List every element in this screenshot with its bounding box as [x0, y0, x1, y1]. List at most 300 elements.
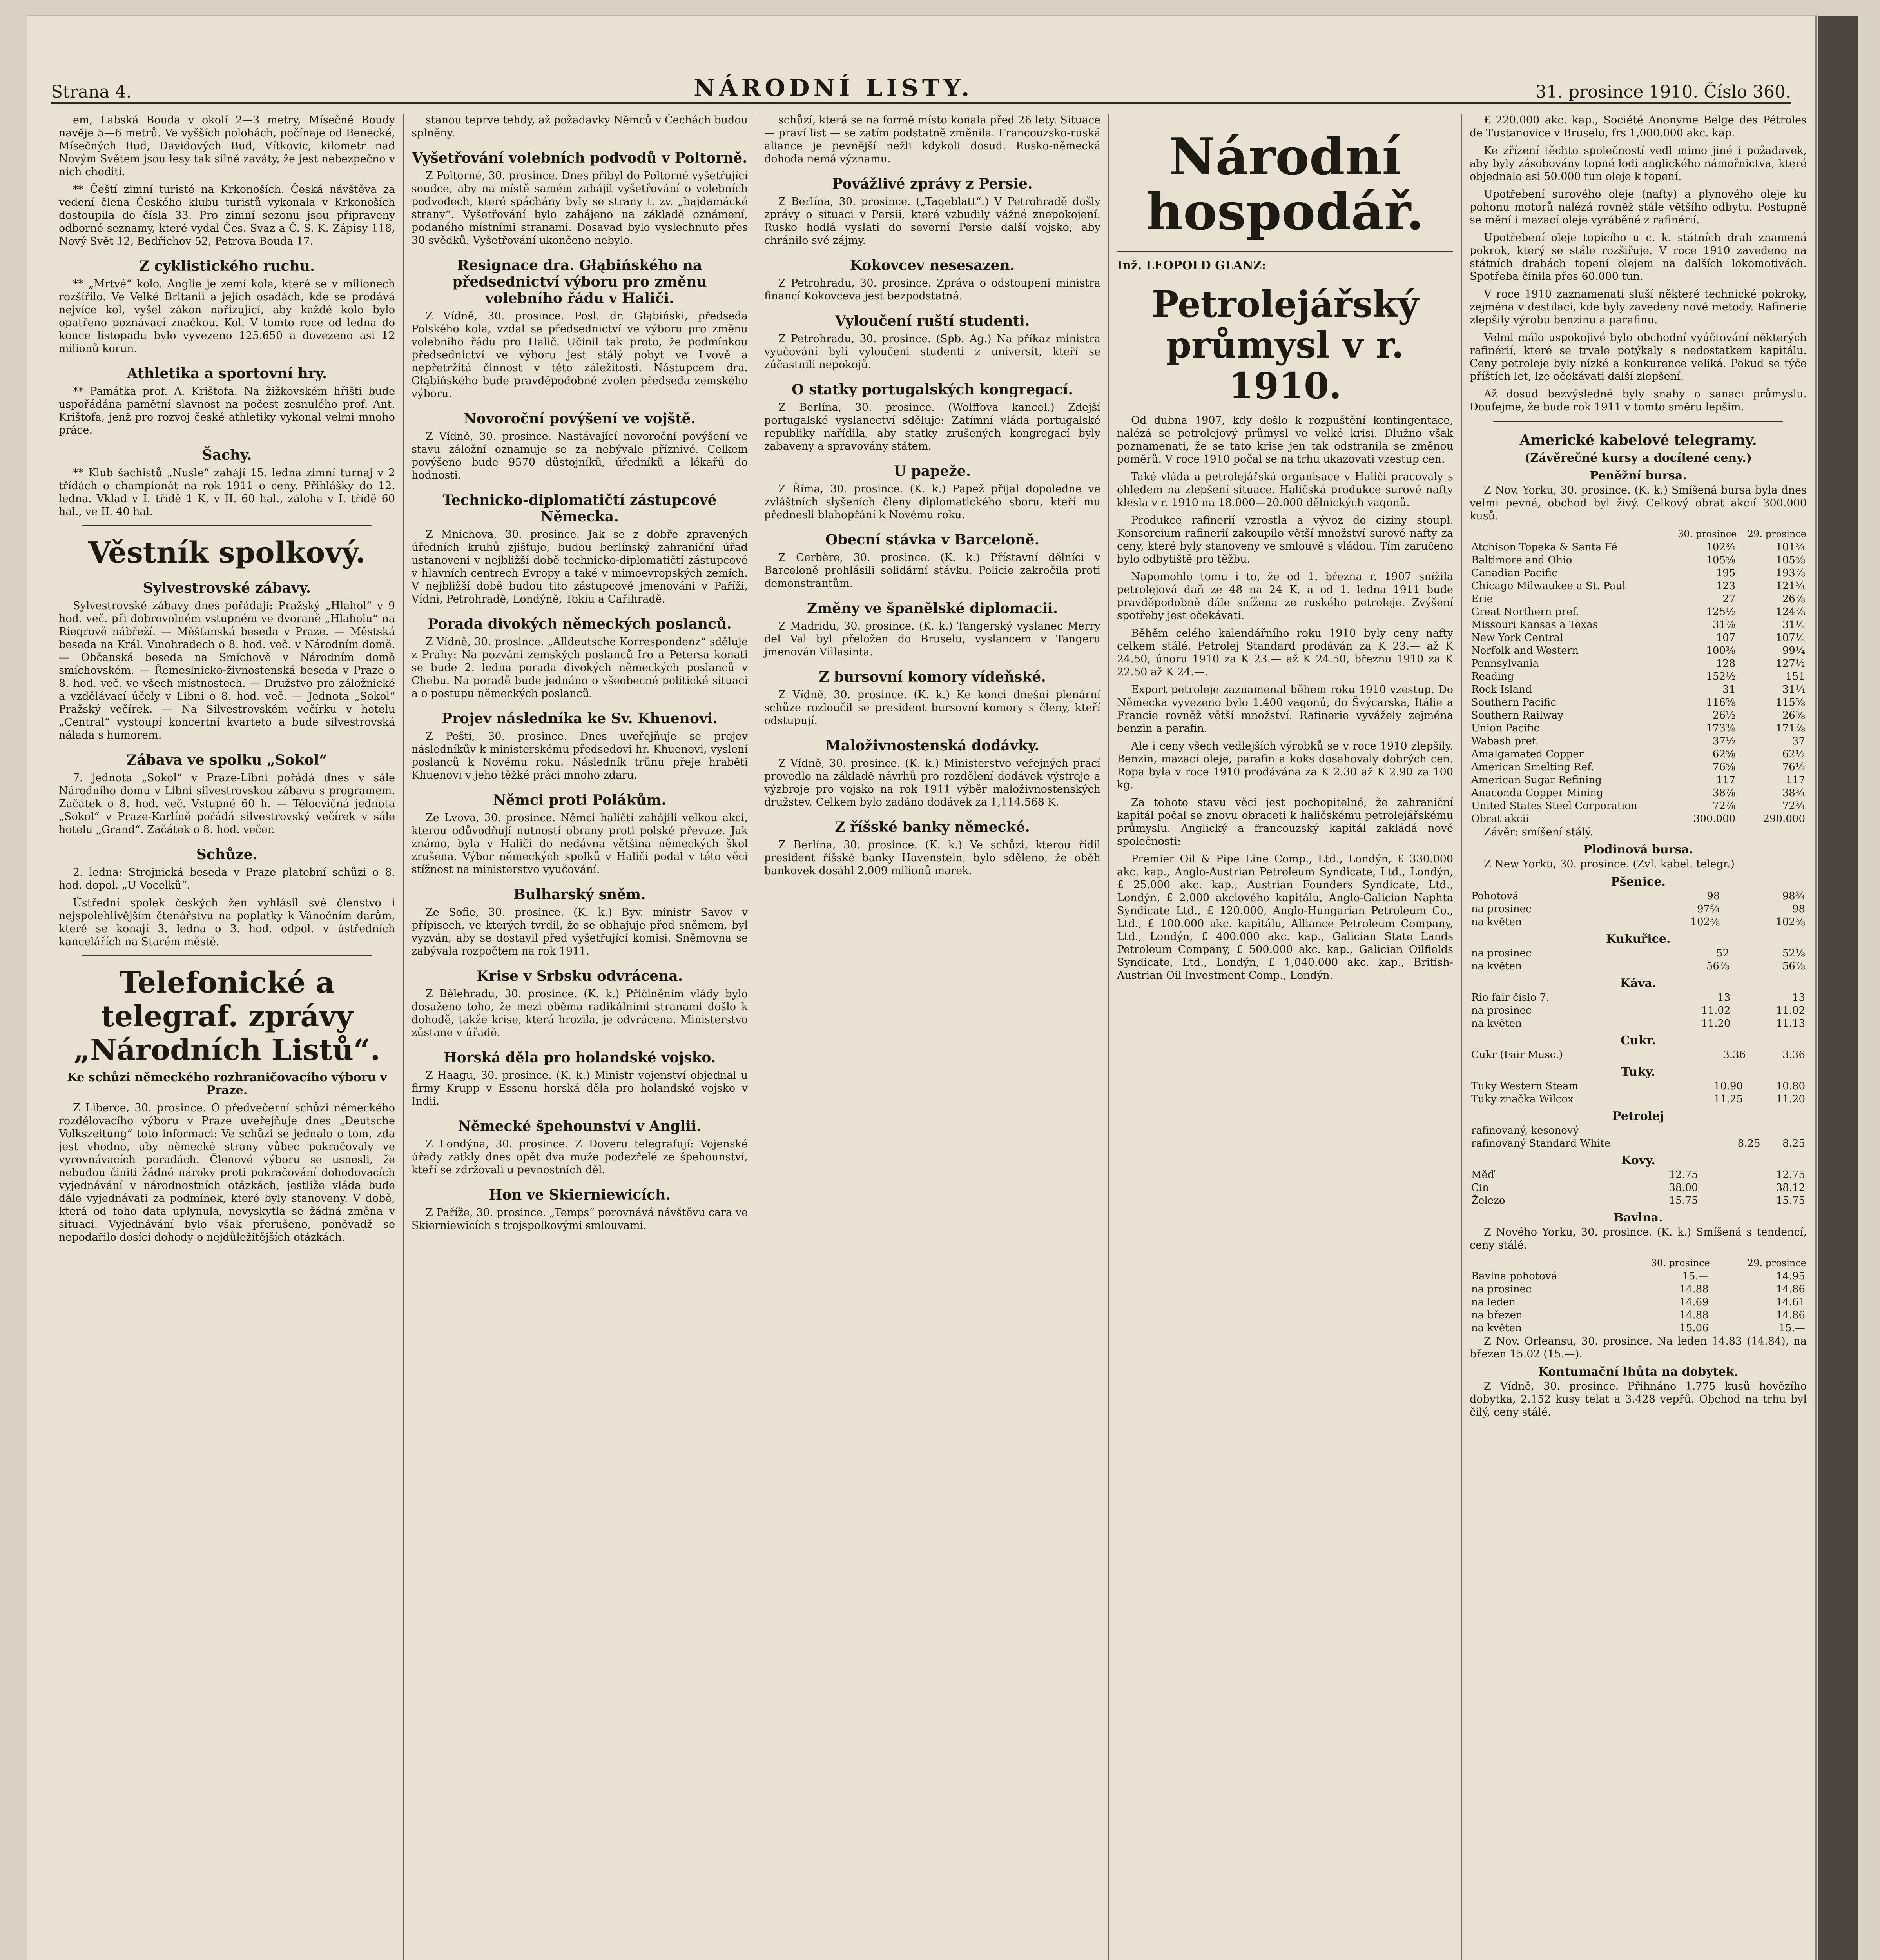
section-heading: U papeže. [894, 463, 971, 479]
price-cell: 62½ [1782, 748, 1805, 760]
row-label: Rio fair číslo 7. [1471, 992, 1550, 1004]
table-row [1470, 580, 1807, 593]
price-cell: 97¾ [1697, 903, 1720, 915]
price-cell: 14.61 [1776, 1296, 1805, 1308]
paragraph: Ústřední spolek českých žen vyhlásil své členstvo i nejspolehlivějším čtenářstvu na poplatky k Vánočním darům, které se konají 3. ledna o 3. hod. odpol. v ústředních kancelářích na Starém městě. [59, 897, 395, 948]
table-row [1470, 800, 1807, 813]
table-row [1470, 606, 1807, 619]
price-cell: 15.— [1778, 1322, 1805, 1334]
price-cell: 37 [1792, 735, 1805, 747]
paragraph: Napomohlo tomu i to, že od 1. března r. 1907 snížila petrolejová daň ze 48 na 24 K, a od 1. ledna 1911 bude pravděpodobně dále snížena ze ruského petroleje. Zvýšení spotřeby jest očekávati. [1117, 571, 1453, 622]
row-label: Erie [1471, 593, 1493, 605]
divider [1493, 421, 1783, 422]
paragraph: Upotřebení surového oleje (nafty) a plynového oleje ku pohonu motorů nalézá rovněž stále většího odbytu. Postupně se mění i mazací oleje vyráběné z rafinérií. [1470, 188, 1807, 226]
market-heading: Plodinová bursa. [1583, 843, 1693, 857]
commodity-heading: Tuky. [1621, 1065, 1655, 1079]
paragraph: Produkce rafinerií vzrostla a vývoz do ciziny stoupl. Konsorcium rafinerií zakoupilo větší množství surové nafty za ceny, které byly stanoveny ve smlouvě s vládou. Tím zaručeno bylo odbytiště pro těžbu. [1117, 514, 1453, 565]
price-cell: 10.90 [1713, 1080, 1743, 1092]
price-cell: 3.36 [1723, 1049, 1746, 1061]
price-cell: 12.75 [1669, 1169, 1698, 1181]
row-label: Norfolk and Western [1471, 645, 1579, 657]
price-cell: 173⅜ [1706, 722, 1736, 734]
price-cell: 102⅜ [1690, 916, 1720, 928]
price-cell: 31⅞ [1712, 619, 1736, 631]
paragraph: Z Berlína, 30. prosince. (K. k.) Ve schůzi, kterou řídil president říšské banky Havenstein, bylo sděleno, že oběh bankovek dosáhl 2.009 milionů marek. [764, 839, 1100, 877]
row-label: na květen [1471, 960, 1522, 972]
row-label: Chicago Milwaukee a St. Paul [1471, 580, 1626, 592]
price-cell: 98 [1707, 890, 1720, 902]
table-row [1470, 890, 1807, 903]
commodity-table [1470, 1169, 1807, 1207]
price-cell: 52 [1716, 947, 1730, 959]
row-label: na prosinec [1471, 1005, 1532, 1016]
price-cell: 72¾ [1782, 800, 1805, 812]
price-cell: 11.02 [1776, 1005, 1805, 1016]
price-cell: 15.75 [1776, 1195, 1805, 1207]
price-cell: 26½ [1712, 710, 1736, 721]
section-heading: Novoroční povýšení ve vojště. [463, 410, 696, 427]
table-row [1470, 1137, 1807, 1150]
table-row [1470, 644, 1807, 657]
paragraph: Z Liberce, 30. prosince. O předvečerní schůzi německého rozdělovacího výboru v Praze uveřejňuje dnes „Deutsche Volkszeitung“ toto informaci: Ve schůzi se jednalo o tom, zda jest vhodno, aby německé strany vůbec pokračovaly ve vyrovnávacích poradách. Členové výboru se usnesli, že nebudou činiti žádné nároky proti pokračování dohodovacích vyjednávání v národnostních otázkách, jestliže vláda bude dále vyjednávati za podmínek, které byly stanoveny. V době, která od toho data uplynula, nevyskytla se žádná změna v situaci. Vyjednávání bylo však přerušeno, poněvadž se nepodařilo dosíci dohody o nejdůležitějších otázkách. [59, 1102, 395, 1243]
table-row [1470, 903, 1807, 916]
price-cell: 14.95 [1776, 1270, 1805, 1282]
row-label: Wabash pref. [1471, 735, 1539, 747]
column-3 [756, 114, 1109, 1960]
row-label: Missouri Kansas a Texas [1471, 619, 1598, 631]
price-cell: 76½ [1782, 761, 1805, 773]
section-heading: Vyloučení ruští studenti. [835, 313, 1030, 329]
section-subtitle: Ke schůzi německého rozhraničovacího výboru v Praze. [67, 1071, 387, 1097]
paragraph: ** Čeští zimní turisté na Krkonoších. Česká návštěva za vedení člena Českého klubu turistů vykonala v Krkonoších dostoupila do čísla 33. Pro zimní sezonu jsou připraveny odborné seznamy, které vydal Čes. Svaz a Č. S. K. Zápisy 118, Nový Svět 12, Bedřichov 52, Petrova Bouda 17. [59, 183, 395, 247]
row-label: na květen [1471, 1322, 1522, 1334]
price-cell: 38.00 [1669, 1182, 1698, 1194]
table-row [1470, 960, 1807, 973]
commodity-heading: Káva. [1620, 976, 1657, 990]
paragraph: Z Nov. Yorku, 30. prosince. (K. k.) Smíšená bursa byla dnes velmi pevná, obchod byl živý. Celkový obrat akcií 300.000 kusů. [1470, 484, 1807, 522]
price-cell: 11.13 [1776, 1018, 1805, 1029]
row-label: Cukr (Fair Musc.) [1471, 1049, 1563, 1061]
price-cell: 26⅞ [1782, 593, 1805, 605]
commodity-table [1470, 991, 1807, 1030]
price-cell: 76⅝ [1712, 761, 1736, 773]
table-row [1470, 1309, 1807, 1322]
stocks-table [1470, 527, 1807, 826]
paragraph: Z Vídně, 30. prosince. Posl. dr. Głąbiński, předseda Polského kola, vzdal se předsednictví ve výboru pro změnu volebního řádu pro Halič. Učinil tak proto, že podmínkou předsednictví ve výboru jest stálý pobyt ve Lvově a nepřetržitá činnost v této záležitosti. Nástupcem dra. Głąbińského bude pravděpodobně zvolen předseda zemského výboru. [412, 310, 748, 400]
price-cell: 151 [1786, 671, 1805, 682]
commodity-table [1470, 947, 1807, 973]
table-row [1470, 709, 1807, 722]
price-cell: 115⅝ [1776, 697, 1805, 708]
section-heading: Technicko-diplomatičtí zástupcové Německa. [442, 492, 717, 525]
paragraph: Z Londýna, 30. prosince. Z Doveru telegrafují: Vojenské úřady zatkly dnes opět dva muže podezřelé ze špehounství, kteří se zdržovali u pevnostních děl. [412, 1138, 748, 1176]
paragraph: stanou teprve tehdy, až požadavky Němců v Čechách budou splněny. [412, 114, 748, 139]
table-row [1470, 567, 1807, 580]
divider [82, 955, 372, 956]
price-cell: 56⅞ [1706, 960, 1730, 972]
paragraph: 2. ledna: Strojnická beseda v Praze platební schůzi o 8. hod. dopol. „U Vocelků“. [59, 866, 395, 891]
row-label: Union Pacific [1471, 722, 1540, 734]
row-label: rafinovaný Standard White [1471, 1138, 1611, 1149]
paragraph: Z Nového Yorku, 30. prosince. (K. k.) Smíšená s tendencí, ceny stálé. [1470, 1226, 1807, 1251]
price-cell: 128 [1716, 658, 1736, 670]
table-row [1470, 554, 1807, 567]
price-cell: 62⅝ [1712, 748, 1736, 760]
price-cell: 38¾ [1782, 787, 1805, 799]
table-row [1470, 593, 1807, 606]
section-heading: Sylvestrovské zábavy. [143, 580, 311, 596]
column-2 [404, 114, 756, 1960]
paragraph: Ze Lvova, 30. prosince. Němci haličtí zahájili velkou akci, kterou odůvodňují nutností obrany proti polské převaze. Jak známo, byla v Haliči do nedávna většina německých škol zrušena. Výbor německých spolků v Haliči podal v této věci stížnost na ministerstvo vyučování. [412, 812, 748, 876]
row-label: Anaconda Copper Mining [1471, 787, 1603, 799]
price-cell: 14.86 [1776, 1309, 1805, 1321]
price-cell: 102⅜ [1776, 916, 1805, 928]
price-cell: 8.25 [1782, 1138, 1805, 1149]
commodity-heading: Kovy. [1621, 1154, 1655, 1167]
commodity-table [1470, 1080, 1807, 1106]
table-row [1470, 1283, 1807, 1296]
price-cell: 31½ [1782, 619, 1805, 631]
divider [82, 525, 372, 526]
paragraph: schůzí, která se na formě místo konala před 26 lety. Situace — praví list — se zatím podstatně změnila. Francouzsko-ruská aliance je pevnější nežli kdykoli dosud. Rusko-německá dohoda nemá významu. [764, 114, 1100, 165]
price-cell: 15.75 [1669, 1195, 1698, 1207]
paragraph: Z Vídně, 30. prosince. (K. k.) Ministerstvo veřejných prací provedlo na základě návrhů pro rozdělení dodávek výstroje a výzbroje pro vojsko na rok 1911 výběr maloživnostenských družstev. Celkem bylo zadáno dodávek za 1,114.568 K. [764, 757, 1100, 808]
paragraph: Velmi málo uspokojivé bylo obchodní vyúčtování některých rafinérií, které se trvale potýkaly s nedostatkem kapitálu. Ceny petroleje byly nízké a konkurence veliká. Pokud se týče příštích let, lze očekávati další zlepšení. [1470, 332, 1807, 383]
paragraph: Z Mnichova, 30. prosince. Jak se z dobře zpravených úředních kruhů zjišťuje, budou berlínský zahraniční úřad ustanoveni v nejbližší době technicko-diplomatičtí zástupcové v hlavních centrech Evropy a také v mimoevropských zemích. V nejbližší době budou tito zástupcové jmenováni v Paříži, Vídni, Petrohradě, Londýně, Tokiu a Cařihradě. [412, 528, 748, 605]
price-cell: 195 [1716, 567, 1736, 579]
section-heading: Kokovcev nesesazen. [850, 257, 1015, 274]
row-label: Reading [1471, 671, 1514, 682]
price-cell: 15.— [1682, 1270, 1709, 1282]
table-row [1470, 813, 1807, 826]
section-heading: Povážlivé zprávy z Persie. [832, 176, 1033, 192]
section-heading: Horská děla pro holandské vojsko. [443, 1049, 716, 1066]
paragraph: Ale i ceny všech vedlejších výrobků se v roce 1910 zlepšily. Benzin, mazací oleje, parafin a koks dosahovaly dobrých cen. Ropa byla v roce 1910 prodávána za K 2.30 až K 2.90 za 100 kg. [1117, 740, 1453, 791]
price-cell: 8.25 [1737, 1138, 1760, 1149]
section-heading: Německé špehounství v Anglii. [458, 1118, 702, 1134]
paragraph: Až dosud bezvýsledné byly snahy o sanaci průmyslu. Doufejme, že bude rok 1911 v tomto směru lepším. [1470, 388, 1807, 413]
table-row [1470, 1322, 1807, 1335]
price-cell: 11.02 [1701, 1005, 1731, 1016]
price-cell: 12.75 [1776, 1169, 1805, 1181]
column-4 [1109, 114, 1462, 1960]
row-label: United States Steel Corporation [1471, 800, 1637, 812]
paragraph: £ 220.000 akc. kap., Société Anonyme Belge des Pétroles de Tustanovice v Bruselu, frs 1,000.000 akc. kap. [1470, 114, 1807, 139]
article-title: Petrolejářský průmysl v r. 1910. [1151, 283, 1419, 407]
row-label: Pennsylvania [1471, 658, 1539, 670]
row-label: na květen [1471, 916, 1522, 928]
price-cell: 37½ [1712, 735, 1736, 747]
row-label: Měď [1471, 1169, 1494, 1181]
paragraph: Z Cerbère, 30. prosince. (K. k.) Přístavní dělníci v Barceloně prohlásili solidární stávku. Policie zakročila proti demonstrantům. [764, 552, 1100, 590]
page-edge-shadow [1818, 16, 1858, 1960]
price-cell: 31¼ [1782, 684, 1805, 695]
section-heading: Resignace dra. Głąbińského na předsednictví výboru pro změnu volebního řádu v Haliči. [452, 257, 707, 307]
price-cell [1762, 1124, 1807, 1137]
column-1 [51, 114, 404, 1960]
paragraph: Ze Sofie, 30. prosince. (K. k.) Byv. ministr Savov v přípisech, ve kterých tvrdil, že se obhajuje před sněmem, byl vyzván, aby se dostavil před vyšetřující komisi. Sněmovna se zabývala rozpočtem na rok 1911. [412, 906, 748, 957]
table-row [1470, 619, 1807, 632]
table-row [1470, 1169, 1807, 1181]
paragraph: Z Vídně, 30. prosince. (K. k.) Ke konci dnešní plenární schůze rozloučil se president bursovní komory s členy, kteří odstupují. [764, 689, 1100, 727]
section-heading: Hon ve Skierniewicích. [489, 1187, 671, 1203]
row-label: na březen [1471, 1309, 1523, 1321]
issue-date: 31. prosince 1910. Číslo 360. [1535, 82, 1791, 102]
section-heading: Maloživnostenská dodávky. [825, 737, 1039, 754]
paragraph: em, Labská Bouda v okolí 2—3 metry, Mísečné Boudy navěje 5—6 metrů. Ve vyšších polohách, počínaje od Benecké, Mísečných Bud, Davidových Bud, Vítkovic, kilometr nad Novým Světem jsou lesy tak silně zaváty, že jest nebezpečno v nich choditi. [59, 114, 395, 178]
price-cell: 13 [1717, 992, 1731, 1004]
price-cell: 98 [1792, 903, 1805, 915]
section-heading: Z bursovní komory vídeňské. [819, 669, 1046, 685]
price-cell: 11.25 [1713, 1093, 1743, 1105]
price-cell: 171⅞ [1776, 722, 1805, 734]
price-cell: 101¾ [1776, 541, 1805, 553]
row-label: Canadian Pacific [1471, 567, 1557, 579]
paragraph: Závěr: smíšení stálý. [1484, 826, 1593, 838]
author-byline: Inž. LEOPOLD GLANZ: [1117, 259, 1266, 272]
paragraph: Z Berlína, 30. prosince. (Wolffova kancel.) Zdejší portugalské vyslanectví sděluje: Zatímní vláda portugalské republiky nařídila, aby statky zrušených kongregací byly zabaveny a spravovány státem. [764, 401, 1100, 452]
price-cell: 38⅞ [1712, 787, 1736, 799]
price-cell: 117 [1786, 774, 1805, 786]
row-label: na leden [1471, 1296, 1516, 1308]
price-cell: 11.20 [1776, 1093, 1805, 1105]
table-row [1470, 670, 1807, 683]
price-cell: 52⅛ [1782, 947, 1805, 959]
price-cell: 105⅝ [1706, 554, 1736, 566]
row-label: Obrat akcií [1471, 813, 1529, 825]
row-label: Rock Island [1471, 684, 1532, 695]
table-row [1470, 632, 1807, 644]
price-cell: 26⅜ [1782, 710, 1805, 721]
row-label: Bavlna pohotová [1471, 1270, 1557, 1282]
price-cell: 152½ [1706, 671, 1736, 682]
price-cell: 125½ [1706, 606, 1736, 618]
section-heading: Vyšetřování volebních podvodů v Poltorně. [412, 150, 747, 166]
price-cell: 27 [1722, 593, 1736, 605]
paragraph: Za tohoto stavu věcí jest pochopitelné, že zahraniční kapitál počal se znovu obraceti k haličskému petrolejářskému průmyslu. Anglický a francouzský kapitál zakládá nové společnosti: [1117, 797, 1453, 848]
table-row [1470, 735, 1807, 748]
table-row [1470, 657, 1807, 670]
paragraph: Ke zřízení těchto společností vedl mimo jiné i požadavek, aby byly zásobovány topné lodi anglického námořnictva, které objednalo asi 50.000 tun oleje k topení. [1470, 145, 1807, 183]
row-label: na prosinec [1471, 1283, 1532, 1295]
price-cell: 127½ [1776, 658, 1805, 670]
paragraph: Od dubna 1907, kdy došlo k rozpuštění kontingentace, nalézá se petrolejový průmysl ve velké krisi. Dlužno však poznamenati, že se tato krise jen tak odstranila se změnou poměrů. V roce 1910 počal se na trhu ukazovati vzestup cen. [1117, 414, 1453, 465]
price-cell: 100⅜ [1706, 645, 1736, 657]
paragraph: Z Vídně, 30. prosince. „Alldeutsche Korrespondenz“ sděluje z Prahy: Na pozvání zemských poslanců Iro a Petersa konati se bude 2. ledna porada divokých německých poslanců v Chebu. Na poradě bude jednáno o všeobecné politické situaci a o postupu německých poslanců. [412, 636, 748, 700]
price-cell: 102¾ [1706, 541, 1736, 553]
commodity-heading: Kukuřice. [1606, 932, 1671, 946]
market-heading: Peněžní bursa. [1590, 469, 1687, 483]
row-label: Železo [1471, 1195, 1505, 1207]
price-cell: 290.000 [1763, 813, 1805, 825]
price-cell: 107 [1716, 632, 1736, 644]
paragraph: Běhěm celého kalendářního roku 1910 byly ceny nafty celkem stálé. Petrolej Standard prodáván za K 23.— až K 24.50, únoru 1910 za K 23.— až K 24.50, březnu 1910 za K 22.50 až K 24.—. [1117, 627, 1453, 678]
section-heading: Athletika a sportovní hry. [127, 365, 327, 382]
paragraph: Z Petrohradu, 30. prosince. (Spb. Ag.) Na příkaz ministra vyučování byli vyloučeni studenti z universit, kteří se zúčastnili nepokojů. [764, 333, 1100, 371]
section-heading: Americké kabelové telegramy. [1519, 432, 1757, 448]
paragraph: Premier Oil & Pipe Line Comp., Ltd., Londýn, £ 330.000 akc. kap., Anglo-Austrian Petroleum Syndicate, Ltd., Londýn, £ 25.000 akc. kap., Austrian Founders Syndicate, Ltd., Londýn, £ 2.000 akciového kapitálu, Anglo-Galician Naphta Syndicate Ltd., £ 120.000, Anglo-Hungarian Petroleum Co., Ltd., £ 100.000 akc. kapitálu, Alliance Petroleum Company, Ltd., Londýn, £ 400.000 akc. kap., Galician State Lands Petroleum Company, £ 500.000 akc. kap., Galician Oilfields Syndicate, Ltd., Londýn, £ 1,040.000 akc. kap., British-Austrian Oil Investment Comp., Londýn. [1117, 853, 1453, 982]
row-label: Southern Railway [1471, 710, 1563, 721]
row-label: Pohotová [1471, 890, 1519, 902]
price-cell: 117 [1716, 774, 1736, 786]
table-header-cell: 29. prosince [1747, 528, 1806, 539]
paragraph: Z Vídně, 30. prosince. Přihnáno 1.775 kusů hovězího dobytka, 2.152 kusy telat a 3.428 vepřů. Obchod na trhu byl čilý, ceny stálé. [1470, 1380, 1807, 1418]
section-heading: O statky portugalských kongregací. [792, 381, 1073, 398]
table-row [1470, 1270, 1807, 1283]
paragraph: Z New Yorku, 30. prosince. (Zvl. kabel. telegr.) [1484, 858, 1735, 870]
row-label: na květen [1471, 1018, 1522, 1029]
commodity-heading: Bavlna. [1614, 1211, 1663, 1225]
section-heading: Krise v Srbsku odvrácena. [476, 968, 683, 984]
table-header-cell: 29. prosince [1747, 1258, 1806, 1269]
row-label: Cín [1471, 1182, 1489, 1194]
commodity-heading: Cukr. [1621, 1034, 1656, 1047]
table-header-cell: 30. prosince [1678, 528, 1737, 539]
paragraph: Sylvestrovské zábavy dnes pořádají: Pražský „Hlahol“ v 9 hod. več. při dobrovolném vstupném ve dvoraně „Hlaholu“ na Riegrově nábřeží. — Měšťanská beseda v Praze. — Městská beseda na Král. Vinohradech o 8. hod. več. v Národním domě. — Občanská beseda na Smíchově v Národním domě smíchovském. — Řemeslnicko-živnostenská beseda v Praze o 8. hod. več. ve všech místnostech. — Družstvo pro záložnické a vzdělávací účely v Libni o 8. hod. več. — Jednota „Sokol“ Pražský večírek. — Na Silvestrovském večírku v hotelu „Central“ vystoupí koncertní kvarteto a bude silvestrovská nálada s humorem. [59, 600, 395, 741]
commodity-table [1470, 1124, 1807, 1150]
price-cell: 14.69 [1679, 1296, 1709, 1308]
paragraph: Z Říma, 30. prosince. (K. k.) Papež přijal dopoledne ve zvláštních slyšeních členy diplomatického sboru, kteří mu přednesli blahopřání k Novému roku. [764, 483, 1100, 521]
divider [1117, 251, 1453, 252]
paragraph: ** „Mrtvé“ kolo. Anglie je zemí kola, které se v milionech rozšířilo. Ve Velké Britanii a jejích osadách, kde se prodává nejvíce kol, vyšel zákon nařizující, aby každé kolo bylo opatřeno poznávací značkou. Kol. V tomto roce od ledna do konce listopadu bylo vyvezeno 125.650 a dovezeno asi 12 milionů korun. [59, 278, 395, 355]
paragraph: V roce 1910 zaznamenati sluší některé technické pokroky, zejména v destilaci, kde byly zavedeny nové metody. Rafinerie zlepšily výrobu benzinu a parafinu. [1470, 288, 1807, 326]
masthead [51, 67, 1791, 104]
price-cell: 300.000 [1693, 813, 1736, 825]
price-cell: 72⅞ [1712, 800, 1736, 812]
price-cell: 121¾ [1776, 580, 1805, 592]
price-cell: 123 [1716, 580, 1736, 592]
row-label: na prosinec [1471, 947, 1532, 959]
price-cell: 56⅞ [1782, 960, 1805, 972]
row-label: Atchison Topeka & Santa Fé [1471, 541, 1617, 553]
price-cell: 14.86 [1776, 1283, 1805, 1295]
section-heading: Bulharský sněm. [513, 886, 646, 903]
commodity-table [1470, 890, 1807, 929]
paragraph: Z Paříže, 30. prosince. „Temps“ porovnává návštěvu cara ve Skierniewicích s trojspolkovými smlouvami. [412, 1207, 748, 1232]
table-row [1470, 1194, 1807, 1207]
table-row [1470, 683, 1807, 696]
column-5 [1462, 114, 1815, 1960]
table-row [1470, 947, 1807, 960]
commodity-heading: Petrolej [1612, 1109, 1664, 1123]
newspaper-page [27, 16, 1817, 1960]
table-header-cell [1470, 527, 1667, 541]
price-cell: 10.80 [1776, 1080, 1805, 1092]
section-title: Telefonické a telegraf. zprávy „Národních Listů“. [73, 966, 381, 1067]
paragraph: ** Památka prof. A. Krištofa. Na žižkovském hřišti bude uspořádána pamětní slavnost na počest zesnulého prof. Ant. Krištofa, jenž pro rozvoj české athletiky vykonal velmi mnoho práce. [59, 385, 395, 436]
paragraph: Z Madridu, 30. prosince. (K. k.) Tangerský vyslanec Merry del Val byl přeložen do Bruselu, vyslancem v Tangeru jmenován Villasinta. [764, 620, 1100, 658]
section-heading: Z cyklistického ruchu. [139, 258, 315, 274]
row-label: Tuky Western Steam [1471, 1080, 1579, 1092]
row-label: rafinovaný, kesonový [1471, 1125, 1579, 1136]
paragraph: Z Berlína, 30. prosince. („Tageblatt“.) V Petrohradě došly zprávy o situaci v Persii, které vzbudily vážné znepokojení. Rusko hodlá vyslati do severní Persie další vojsko, aby chránilo své zájmy. [764, 196, 1100, 247]
section-subtitle: (Závěrečné kursy a docílené ceny.) [1525, 451, 1752, 465]
section-heading: Zábava ve spolku „Sokol“ [126, 752, 328, 768]
table-row [1470, 1080, 1807, 1093]
price-cell: 15.06 [1679, 1322, 1709, 1334]
row-label: Baltimore and Ohio [1471, 554, 1572, 566]
table-row [1470, 541, 1807, 554]
paragraph: Z Vídně, 30. prosince. Nastávající novoroční povýšení ve stavu záložní oznamuje se za nebývale příznivé. Celkem povýšeno bude 9570 důstojníků, úředníků a lékařů do hodnosti. [412, 430, 748, 481]
table-row [1470, 787, 1807, 800]
paragraph: 7. jednota „Sokol“ v Praze-Libni pořádá dnes v sále Národního domu v Libni silvestrovskou zábavu s programem. Začátek o 8. hod. več. Vstupné 60 h. — Tělocvičná jednota „Sokol“ v Praze-Karlíně pořádá silvestrovský večírek v sále hotelu „Grand“. Začátek o 8. hod. večer. [59, 772, 395, 836]
table-row [1470, 991, 1807, 1004]
market-heading: Kontumační lhůta na dobytek. [1538, 1365, 1739, 1379]
newspaper-title: NÁRODNÍ LISTY. [693, 74, 974, 102]
price-cell: 31 [1722, 684, 1736, 695]
row-label: New York Central [1471, 632, 1563, 644]
section-title: Věstník spolkový. [88, 536, 366, 570]
table-header-cell [1470, 1256, 1614, 1270]
section-heading: Porada divokých německých poslanců. [428, 616, 732, 632]
section-heading: Šachy. [202, 447, 252, 463]
table-row [1470, 696, 1807, 709]
table-row [1470, 1093, 1807, 1106]
row-label: Great Northern pref. [1471, 606, 1579, 618]
columns [51, 114, 1807, 1960]
row-label: American Smelting Ref. [1471, 761, 1594, 773]
section-heading: Obecní stávka v Barceloně. [825, 532, 1039, 548]
table-row [1470, 1017, 1807, 1030]
price-cell: 99¼ [1782, 645, 1805, 657]
table-row [1470, 1049, 1807, 1062]
row-label: American Sugar Refining [1471, 774, 1602, 786]
paragraph: Export petroleje zaznamenal během roku 1910 vzestup. Do Německa vyvezeno bylo 1.400 vagonů, do Švýcarska, Itálie a Francie rovněž větší množství. Rafinerie vyvážely zejména benzin a parafin. [1117, 684, 1453, 735]
section-heading: Změny ve španělské diplomacii. [807, 600, 1058, 617]
price-cell: 116⅝ [1706, 697, 1736, 708]
row-label: Southern Pacific [1471, 697, 1556, 708]
table-row [1470, 916, 1807, 929]
paragraph: Z Petrohradu, 30. prosince. Zpráva o odstoupení ministra financí Kokovceva jest bezpodstatná. [764, 277, 1100, 302]
paragraph: Upotřebení oleje topicího u c. k. státních drah znamená pokrok, který se stále rozšiřuje. V roce 1910 zavedeno na státních drahách topení olejem na dalších lokomotivách. Spotřeba činila přes 60.000 tun. [1470, 232, 1807, 283]
section-heading: Schůze. [196, 846, 258, 863]
paragraph: Z Poltorné, 30. prosince. Dnes přibyl do Poltorné vyšetřující soudce, aby na místě samém zahájil vyšetřování o volebních podvodech, které spáchány byly se strany t. zv. „hajdamácké strany“. Vyšetřování bylo zahájeno na základě oznámení, podaného místními stranami. Dosavad bylo vyslechnuto přes 30 svědků. Vyšetřování ukončeno nebylo. [412, 170, 748, 247]
table-row [1470, 1004, 1807, 1017]
price-cell: 14.88 [1679, 1283, 1709, 1295]
row-label: na prosinec [1471, 903, 1532, 915]
price-cell: 14.88 [1679, 1309, 1709, 1321]
price-cell: 105⅝ [1776, 554, 1805, 566]
row-label: Amalgamated Copper [1471, 748, 1584, 760]
section-masthead: Národní hospodář. [1146, 127, 1424, 241]
page-number: Strana 4. [51, 82, 132, 102]
table-row [1470, 722, 1807, 735]
paragraph: Z Haagu, 30. prosince. (K. k.) Ministr vojenství objednal u firmy Krupp v Essenu horská děla pro holandské vojsko v Indii. [412, 1069, 748, 1107]
commodity-table [1470, 1049, 1807, 1062]
table-row [1470, 1124, 1807, 1137]
paragraph: Z Bělehradu, 30. prosince. (K. k.) Přičiněním vlády bylo dosaženo toho, že mezi oběma radikálními stranami došlo k dohodě, takže krise, která hrozila, je odvrácena. Ministerstvo zůstane v úřadě. [412, 988, 748, 1039]
table-header-cell: 30. prosince [1651, 1258, 1710, 1269]
section-heading: Projev následníka ke Sv. Khuenovi. [441, 710, 718, 727]
paragraph: Z Nov. Orleansu, 30. prosince. Na leden 14.83 (14.84), na březen 15.02 (15.—). [1470, 1335, 1807, 1360]
table-row [1470, 748, 1807, 761]
price-cell: 98¾ [1782, 890, 1805, 902]
paragraph: ** Klub šachistů „Nusle“ zahájí 15. ledna zimní turnaj v 2 třídách o championát na rok 1911 o ceny. Přihlášky do 12. ledna. Vklad v I. třídě 1 K, v II. 60 hal., záloha v I. třídě 60 hal., ve II. 40 hal. [59, 467, 395, 518]
table-row [1470, 1296, 1807, 1309]
price-cell: 11.20 [1701, 1018, 1731, 1029]
paragraph: Z Pešti, 30. prosince. Dnes uveřejňuje se projev následníkův k ministerskému předsedovi hr. Khuenovi, vyslení poslanců k Novému roku. Následník trůnu přeje hraběti Khuenovi v jeho těžké práci mnoho zdaru. [412, 730, 748, 781]
paragraph: Také vláda a petrolejářská organisace v Haliči pracovaly s ohledem na zlepšení situace. Haličská produkce surové nafty klesla v r. 1910 na 18.000—20.000 dělnických vagonů. [1117, 471, 1453, 509]
price-cell: 107½ [1776, 632, 1805, 644]
commodity-heading: Pšenice. [1611, 875, 1666, 889]
cotton-table [1470, 1256, 1807, 1335]
price-cell [1717, 1124, 1762, 1137]
section-heading: Němci proti Polákům. [493, 792, 666, 808]
price-cell: 124⅞ [1776, 606, 1805, 618]
table-row [1470, 774, 1807, 787]
row-label: Tuky značka Wilcox [1471, 1093, 1574, 1105]
table-row [1470, 1181, 1807, 1194]
